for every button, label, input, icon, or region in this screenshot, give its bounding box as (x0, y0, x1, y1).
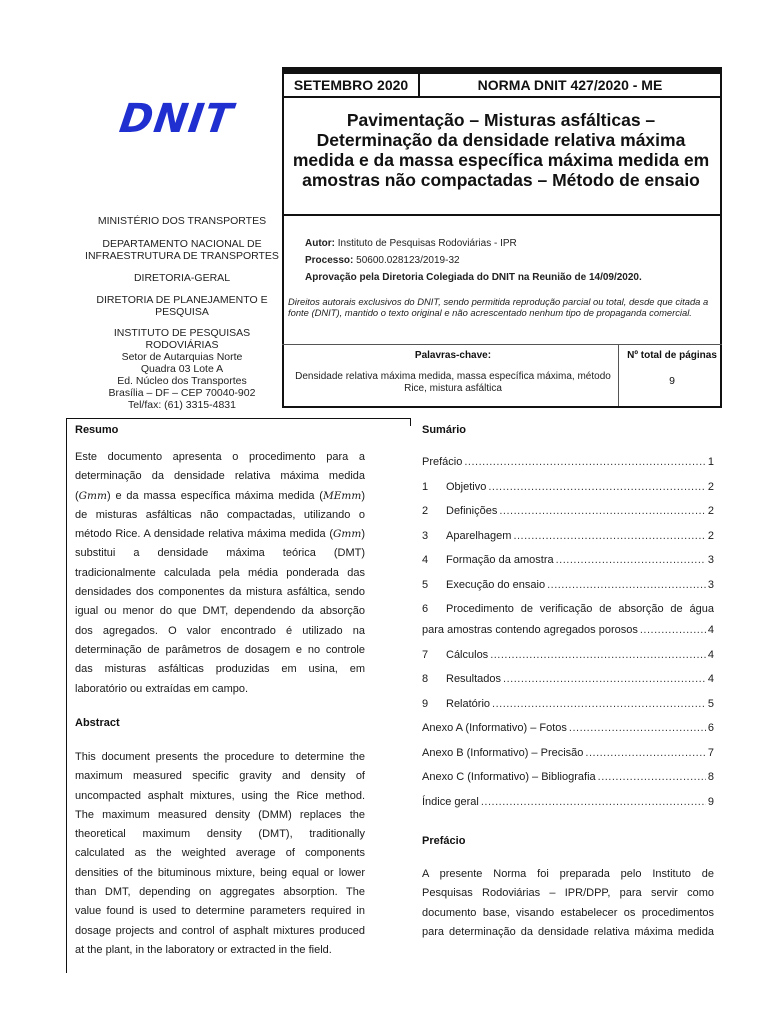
abstract-line: The maximum measured density (DMM) replaces the (75, 808, 365, 821)
toc-label: Cálculos (446, 648, 489, 661)
toc-label: Definições (446, 505, 498, 517)
toc-number: 2 (422, 505, 429, 517)
resumo-top-tick (410, 418, 411, 426)
pages-label: Nº total de páginas (627, 350, 717, 361)
toc-number: 9 (422, 697, 429, 710)
toc-number: 1 (422, 480, 429, 493)
toc-page: 3 (707, 578, 714, 591)
org-institute (82, 327, 282, 411)
pages-value: 9 (669, 375, 675, 387)
toc-page: 3 (707, 554, 714, 566)
abstract-line: calculated as the weighted average of components (75, 847, 365, 860)
toc-label: Anexo C (Informativo) – Bibliografia (422, 771, 596, 783)
toc-number: 3 (422, 529, 429, 542)
abstract-line: than DMT, depending on aggregates absorption. The (75, 886, 365, 899)
toc-page: 5 (707, 697, 714, 710)
frame-bottom-line (282, 406, 722, 408)
toc-leader (556, 554, 706, 566)
meta-approval: Aprovação pela Diretoria Colegiada do DNIT na Reunião de 14/09/2020. (305, 272, 642, 283)
org-department-line1: DEPARTAMENTO NACIONAL DE (102, 238, 262, 250)
org-planning-line1: DIRETORIA DE PLANEJAMENTO E (96, 294, 268, 306)
abstract-line: theoretical maximum density (DMT), traditionally (75, 828, 365, 841)
toc-label: Anexo B (Informativo) – Precisão (422, 746, 584, 759)
toc-page: 8 (707, 771, 714, 783)
abstract-line: at the plant, in the laboratory or extracted in the field. (75, 943, 332, 956)
resumo-line: Este documento apresenta o procedimento para a (75, 451, 365, 463)
document-title: Pavimentação – Misturas asfálticas – Determinação da densidade relativa máxima medida e da massa específica máxima medida em amostras não compactadas – Método de ensaio (292, 110, 710, 190)
abstract-body (75, 748, 365, 960)
toc-leader (503, 673, 706, 685)
resumo-text: método Rice. A densidade relativa máxima medida ( (75, 528, 334, 541)
keywords-text: Densidade relativa máxima medida, massa específica máxima, método Rice, mistura asfáltica (295, 371, 611, 394)
toc-leader (488, 481, 706, 493)
org-planning (82, 294, 282, 318)
resumo-line: determinação de parâmetros de dosagem e no controle (75, 643, 365, 656)
toc-entry[interactable] (422, 505, 714, 517)
prefacio-heading: Prefácio (422, 835, 466, 847)
toc-label: Formação da amostra (446, 554, 554, 566)
org-department-line2: INFRAESTRUTURA DE TRANSPORTES (85, 250, 279, 262)
toc-label: Execução do ensaio (446, 578, 546, 591)
toc-label: para amostras contendo agregados porosos (422, 624, 638, 636)
frame-left-line (282, 98, 284, 408)
resumo-line: densidades dos componentes da mistura asfáltica, sendo (75, 586, 365, 599)
sumario-heading: Sumário (422, 424, 467, 436)
org-department (82, 238, 282, 262)
resumo-line: tradicionalmente calculada pela média ponderada das (75, 566, 365, 579)
toc-number: 5 (422, 578, 429, 591)
toc-label: Relatório (446, 697, 491, 710)
toc-label: Prefácio (422, 456, 463, 468)
abstract-line: densities of the bituminous mixture, being equal or lower (75, 866, 365, 879)
header-date (282, 72, 420, 98)
keywords-col-divider (618, 344, 619, 408)
org-directorate: DIRETORIA-GERAL (133, 272, 231, 284)
toc-entry[interactable] (422, 481, 714, 493)
org-phone: Tel/fax: (61) 3315-4831 (128, 399, 236, 411)
prefacio-line: documento base, visando estabelecer os procedimentos (422, 906, 714, 919)
org-planning-line2: PESQUISA (155, 306, 209, 318)
org-address4: Brasília – DF – CEP 70040-902 (108, 387, 256, 399)
meta-process-value: 50600.028123/2019-32 (356, 255, 460, 266)
resumo-top-rule (66, 418, 411, 419)
org-institute-line2: RODOVIÁRIAS (145, 339, 219, 351)
toc-leader (499, 505, 706, 517)
resumo-text: ) (361, 489, 365, 502)
resumo-line (75, 525, 365, 544)
header-date-text: SETEMBRO 2020 (293, 77, 409, 93)
toc-leader (585, 747, 705, 759)
meta-process-label: Processo: (305, 255, 354, 266)
toc-page: 1 (707, 456, 714, 468)
gmm-symbol: Gmm (78, 489, 107, 502)
copyright-notice: Direitos autorais exclusivos do DNIT, sendo permitida reprodução parcial ou total, desde que citada a fonte (DNIT), mantido o texto original e não acrescentado nenhum tipo de propaganda comercial. (288, 296, 709, 318)
org-address1: Setor de Autarquias Norte (121, 351, 243, 363)
toc-label: Resultados (446, 673, 502, 685)
frame-right-line (720, 98, 722, 408)
abstract-line: uncompacted asphalt mixtures, using the Rice method. (75, 789, 365, 802)
abstract-line: maximum measured specific gravity and density of (75, 770, 365, 783)
prefacio-body (422, 865, 714, 942)
prefacio-line: A presente Norma foi preparada pelo Instituto de (422, 868, 714, 880)
toc-leader (547, 579, 706, 591)
org-address2: Quadra 03 Lote A (140, 363, 224, 375)
toc-leader (490, 649, 706, 661)
toc-page: 2 (707, 505, 714, 517)
prefacio-line: Pesquisas Rodoviárias – IPR/DPP, para servir como (422, 887, 714, 900)
gmm-symbol: Gmm (333, 528, 362, 541)
toc-entry[interactable] (422, 722, 714, 734)
meta-author-value: Instituto de Pesquisas Rodoviárias - IPR (337, 238, 517, 249)
resumo-body (75, 448, 365, 699)
toc-number: 4 (422, 554, 429, 566)
toc-entry[interactable] (422, 456, 714, 468)
abstract-line: This document presents the procedure to determine the (75, 751, 365, 763)
toc-leader (464, 456, 706, 468)
resumo-line: laboratório ou extraídas em campo. (75, 682, 249, 695)
toc-label: Procedimento de verificação de absorção de água (446, 603, 714, 615)
toc-entry[interactable] (422, 554, 714, 566)
toc-leader (598, 771, 706, 783)
keywords-divider (282, 344, 722, 345)
abstract-line: value found is used to determine parameters required in (75, 905, 365, 918)
toc-page: 2 (707, 529, 714, 542)
toc-entry[interactable] (422, 530, 714, 542)
resumo-text: ) (361, 528, 365, 541)
resumo-line: determinação da densidade relativa máxima medida (75, 470, 365, 483)
header-norm-text: NORMA DNIT 427/2020 - ME (477, 77, 663, 93)
keywords-label: Palavras-chave: (414, 350, 492, 361)
toc-label: Índice geral (422, 795, 479, 808)
toc-page: 4 (707, 648, 714, 661)
resumo-text: ( (75, 489, 79, 502)
org-ministry: MINISTÉRIO DOS TRANSPORTES (97, 215, 267, 227)
toc-entry[interactable] (422, 673, 714, 685)
meta-process (305, 255, 460, 266)
resumo-line (75, 487, 365, 506)
toc-entry[interactable] (422, 747, 714, 759)
toc-number: 7 (422, 648, 429, 661)
toc-entry[interactable] (422, 579, 714, 591)
toc-leader (640, 624, 706, 636)
abstract-line: dosage projects and control of asphalt mixtures produced (75, 924, 365, 937)
resumo-line: de misturas asfálticas não compactadas, utilizando o (75, 508, 365, 521)
meta-author (305, 238, 517, 249)
toc-entry-cont[interactable] (422, 624, 714, 636)
toc-page: 9 (707, 795, 714, 808)
toc-entry[interactable] (422, 649, 714, 661)
resumo-line: igual ou menor do que DMT, dependendo da absorção (75, 605, 365, 618)
toc-leader (569, 722, 706, 734)
resumo-line: das misturas asfálticas produzidas em usina, em (75, 663, 365, 676)
resumo-line: dos agregados. O valor encontrado é utilizado na (75, 624, 365, 637)
toc-page: 6 (707, 722, 714, 734)
toc-page: 4 (707, 624, 714, 636)
memm-symbol: MEmm (322, 489, 362, 502)
abstract-heading: Abstract (75, 717, 120, 729)
dnit-logo: DNIT (116, 96, 237, 142)
toc-entry[interactable] (422, 698, 714, 710)
toc-label: Aparelhagem (446, 529, 512, 542)
resumo-heading: Resumo (75, 424, 119, 436)
prefacio-line: para determinação da densidade relativa máxima medida (422, 925, 714, 938)
toc-entry[interactable] (422, 796, 714, 808)
toc-page: 2 (707, 480, 714, 493)
toc-number: 6 (422, 603, 429, 615)
toc-leader (481, 796, 706, 808)
org-address3: Ed. Núcleo dos Transportes (117, 375, 247, 387)
left-margin-rule (66, 418, 67, 973)
toc-page: 4 (707, 673, 714, 685)
title-divider (282, 214, 722, 216)
toc-number: 8 (422, 673, 429, 685)
resumo-line: substitui a densidade máxima teórica (DMT) (75, 547, 365, 560)
toc-entry[interactable] (422, 771, 714, 783)
header-norm (420, 72, 722, 98)
resumo-text: ) e da massa específica máxima medida ( (106, 489, 323, 502)
toc-entry[interactable] (422, 603, 714, 615)
toc-label: Objetivo (446, 480, 487, 493)
toc-leader (492, 698, 706, 710)
toc-page: 7 (707, 746, 714, 759)
toc-label: Anexo A (Informativo) – Fotos (422, 722, 567, 734)
meta-author-label: Autor: (305, 238, 335, 249)
org-institute-line1: INSTITUTO DE PESQUISAS (113, 327, 251, 339)
toc-leader (513, 530, 705, 542)
